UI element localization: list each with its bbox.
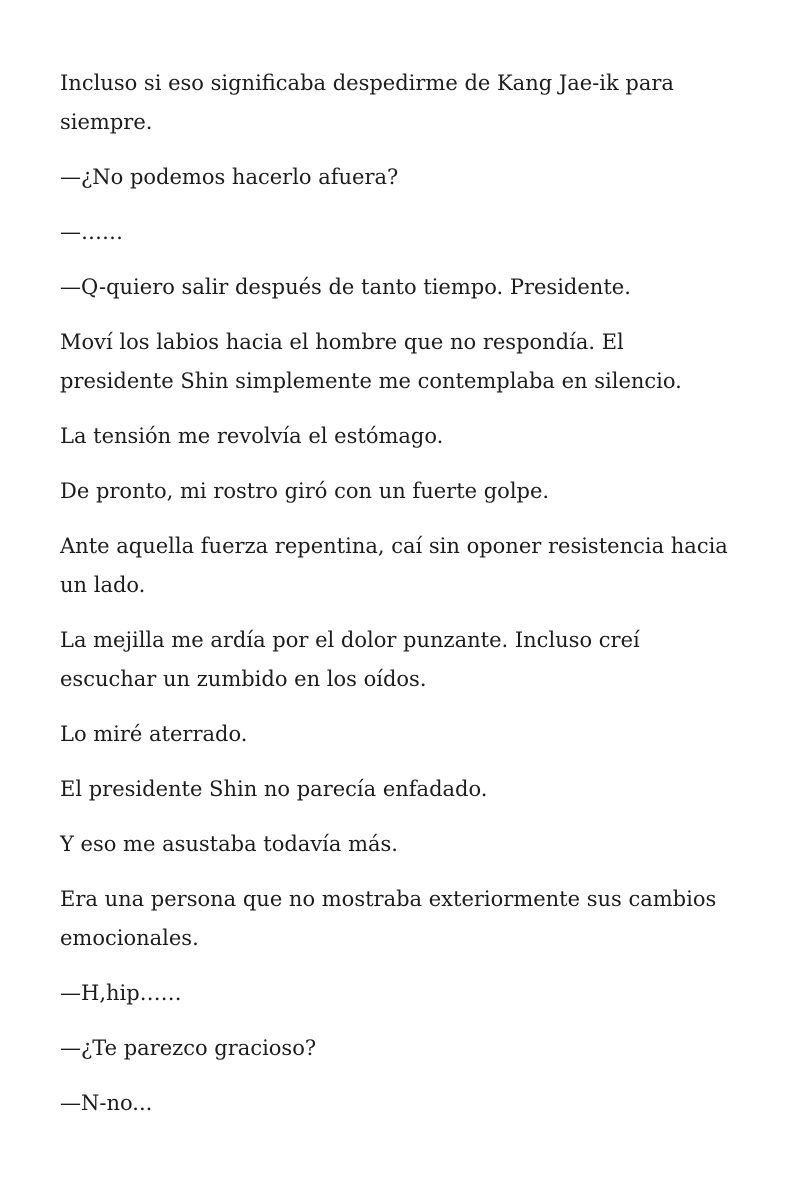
dialogue-line: —¿No podemos hacerlo afuera? <box>60 165 399 189</box>
dialogue-line: —N-no... <box>60 1091 153 1115</box>
dialogue-line: —…… <box>60 220 123 244</box>
paragraph: Y eso me asustaba todavía más. <box>60 832 398 856</box>
paragraph: De pronto, mi rostro giró con un fuerte golpe. <box>60 479 550 503</box>
paragraph: Era una persona que no mostraba exteriormente sus cambios emocionales. <box>60 887 717 950</box>
paragraph: Moví los labios hacia el hombre que no respondía. El presidente Shin simplemente me contemplaba en silencio. <box>60 330 682 393</box>
paragraph: La tensión me revolvía el estómago. <box>60 424 444 448</box>
dialogue-line: —Q-quiero salir después de tanto tiempo. Presidente. <box>60 275 631 299</box>
document-body <box>60 64 740 1139</box>
dialogue-line: —¿Te parezco gracioso? <box>60 1036 317 1060</box>
paragraph: El presidente Shin no parecía enfadado. <box>60 777 488 801</box>
dialogue-line: —H,hip…… <box>60 981 182 1005</box>
paragraph: Lo miré aterrado. <box>60 722 248 746</box>
paragraph: La mejilla me ardía por el dolor punzante. Incluso creí escuchar un zumbido en los oídos. <box>60 628 640 691</box>
paragraph: Ante aquella fuerza repentina, caí sin oponer resistencia hacia un lado. <box>60 534 728 597</box>
paragraph: Incluso si eso significaba despedirme de Kang Jae-ik para siempre. <box>60 71 674 134</box>
